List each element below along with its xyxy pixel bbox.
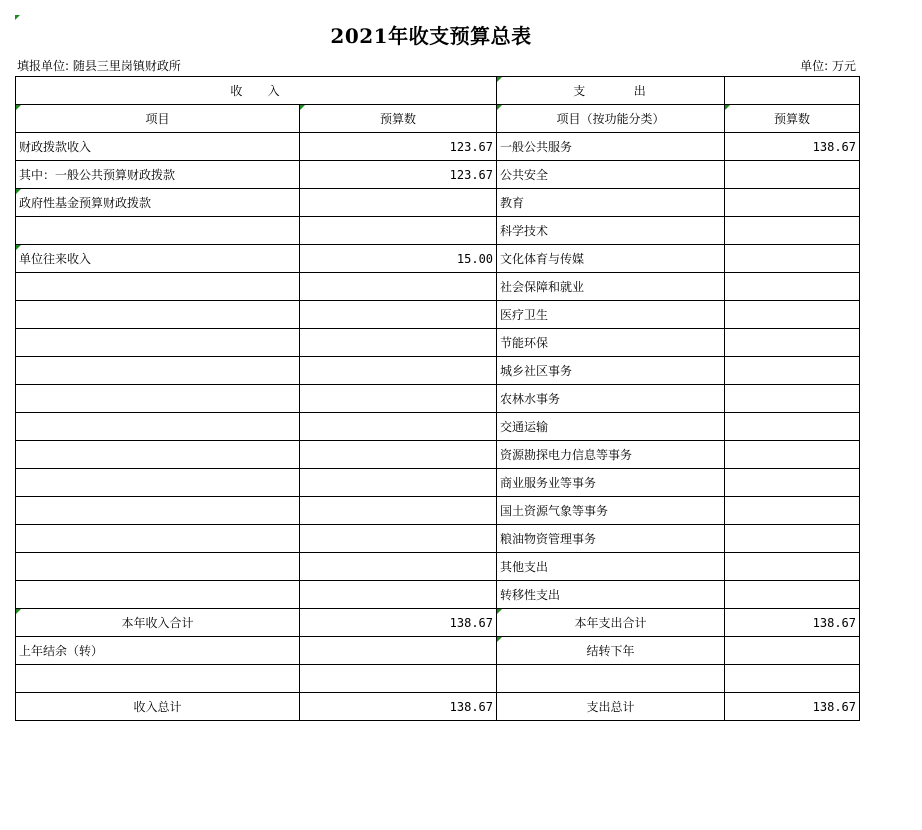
- income-item: [16, 385, 300, 413]
- expense-item: 城乡社区事务: [497, 357, 725, 385]
- income-amount: 123.67: [300, 133, 497, 161]
- income-item: [16, 301, 300, 329]
- expense-amount: [725, 357, 860, 385]
- table-row: [16, 497, 860, 525]
- empty-cell: [300, 665, 497, 693]
- expense-amount: [725, 217, 860, 245]
- income-item: [16, 273, 300, 301]
- budget-summary-table: [15, 76, 860, 721]
- income-amount: [300, 469, 497, 497]
- expense-amount: [725, 161, 860, 189]
- table-row: [16, 441, 860, 469]
- expense-item: 转移性支出: [497, 581, 725, 609]
- expense-item: 商业服务业等事务: [497, 469, 725, 497]
- income-item: [16, 525, 300, 553]
- income-amount: [300, 189, 497, 217]
- table-row: [16, 525, 860, 553]
- empty-cell: [725, 665, 860, 693]
- table-row: [16, 245, 860, 273]
- table-row: [16, 329, 860, 357]
- income-year-total-label: 本年收入合计: [16, 609, 300, 637]
- expense-item: 交通运输: [497, 413, 725, 441]
- expense-amount: [725, 189, 860, 217]
- income-amount: [300, 553, 497, 581]
- year-total-row: [16, 609, 860, 637]
- expense-item: 国土资源气象等事务: [497, 497, 725, 525]
- income-item: [16, 441, 300, 469]
- col-header-income-item: 项目: [16, 105, 300, 133]
- expense-year-total-label: 本年支出合计: [497, 609, 725, 637]
- table-row: [16, 217, 860, 245]
- grand-total-row: [16, 693, 860, 721]
- income-amount: [300, 497, 497, 525]
- expense-amount: [725, 469, 860, 497]
- expense-amount: [725, 301, 860, 329]
- table-row: [16, 413, 860, 441]
- expense-group-header-empty: [725, 77, 860, 105]
- empty-cell: [497, 665, 725, 693]
- income-amount: 123.67: [300, 161, 497, 189]
- income-item: 政府性基金预算财政拨款: [16, 189, 300, 217]
- table-row: [16, 385, 860, 413]
- carry-forward-label: 结转下年: [497, 637, 725, 665]
- income-amount: [300, 413, 497, 441]
- expense-item: 公共安全: [497, 161, 725, 189]
- expense-item: 资源勘探电力信息等事务: [497, 441, 725, 469]
- income-item: [16, 329, 300, 357]
- income-amount: [300, 581, 497, 609]
- income-amount: [300, 273, 497, 301]
- income-amount: [300, 329, 497, 357]
- expense-item: 节能环保: [497, 329, 725, 357]
- expense-year-total-amount: 138.67: [725, 609, 860, 637]
- income-item: [16, 413, 300, 441]
- expense-item: 社会保障和就业: [497, 273, 725, 301]
- expense-amount: [725, 245, 860, 273]
- expense-amount: [725, 441, 860, 469]
- expense-amount: [725, 581, 860, 609]
- income-item: [16, 357, 300, 385]
- col-header-expense-budget: 预算数: [725, 105, 860, 133]
- income-amount: [300, 217, 497, 245]
- income-amount: [300, 385, 497, 413]
- expense-item: 其他支出: [497, 553, 725, 581]
- income-item: [16, 497, 300, 525]
- expense-group-header: 支 出: [497, 77, 725, 105]
- prev-balance-label: 上年结余（转）: [16, 637, 300, 665]
- expense-item: 粮油物资管理事务: [497, 525, 725, 553]
- table-row: [16, 301, 860, 329]
- income-item: 财政拨款收入: [16, 133, 300, 161]
- income-item: [16, 581, 300, 609]
- table-row: [16, 357, 860, 385]
- table-row: [16, 581, 860, 609]
- expense-amount: [725, 413, 860, 441]
- table-row: [16, 553, 860, 581]
- income-item: [16, 217, 300, 245]
- income-total-amount: 138.67: [300, 693, 497, 721]
- table-row: [16, 133, 860, 161]
- income-item: [16, 553, 300, 581]
- income-item: 单位往来收入: [16, 245, 300, 273]
- table-row: [16, 665, 860, 693]
- expense-item: 文化体育与传媒: [497, 245, 725, 273]
- currency-unit: 单位: 万元: [800, 59, 856, 73]
- expense-total-label: 支出总计: [497, 693, 725, 721]
- expense-item: 一般公共服务: [497, 133, 725, 161]
- table-row: [16, 161, 860, 189]
- col-header-expense-item: 项目（按功能分类）: [497, 105, 725, 133]
- col-header-income-budget: 预算数: [300, 105, 497, 133]
- income-year-total-amount: 138.67: [300, 609, 497, 637]
- income-amount: [300, 525, 497, 553]
- column-header-row: [16, 105, 860, 133]
- expense-amount: [725, 497, 860, 525]
- expense-amount: [725, 329, 860, 357]
- expense-item: 教育: [497, 189, 725, 217]
- expense-amount: [725, 385, 860, 413]
- expense-item: 科学技术: [497, 217, 725, 245]
- expense-item: 医疗卫生: [497, 301, 725, 329]
- income-total-label: 收入总计: [16, 693, 300, 721]
- expense-amount: [725, 273, 860, 301]
- prev-balance-amount: [300, 637, 497, 665]
- balance-row: [16, 637, 860, 665]
- income-amount: 15.00: [300, 245, 497, 273]
- reporting-unit: 填报单位: 随县三里岗镇财政所: [17, 59, 181, 73]
- expense-amount: [725, 553, 860, 581]
- empty-cell: [16, 665, 300, 693]
- page-title: 2021年收支预算总表: [330, 24, 532, 48]
- income-item: [16, 469, 300, 497]
- expense-total-amount: 138.67: [725, 693, 860, 721]
- table-row: [16, 469, 860, 497]
- income-amount: [300, 301, 497, 329]
- carry-forward-amount: [725, 637, 860, 665]
- income-amount: [300, 357, 497, 385]
- table-row: [16, 189, 860, 217]
- expense-amount: 138.67: [725, 133, 860, 161]
- expense-amount: [725, 525, 860, 553]
- income-group-header: 收 入: [16, 77, 497, 105]
- income-item: 其中：一般公共预算财政拨款: [16, 161, 300, 189]
- table-row: [16, 273, 860, 301]
- group-header-row: [16, 77, 860, 105]
- expense-item: 农林水事务: [497, 385, 725, 413]
- income-amount: [300, 441, 497, 469]
